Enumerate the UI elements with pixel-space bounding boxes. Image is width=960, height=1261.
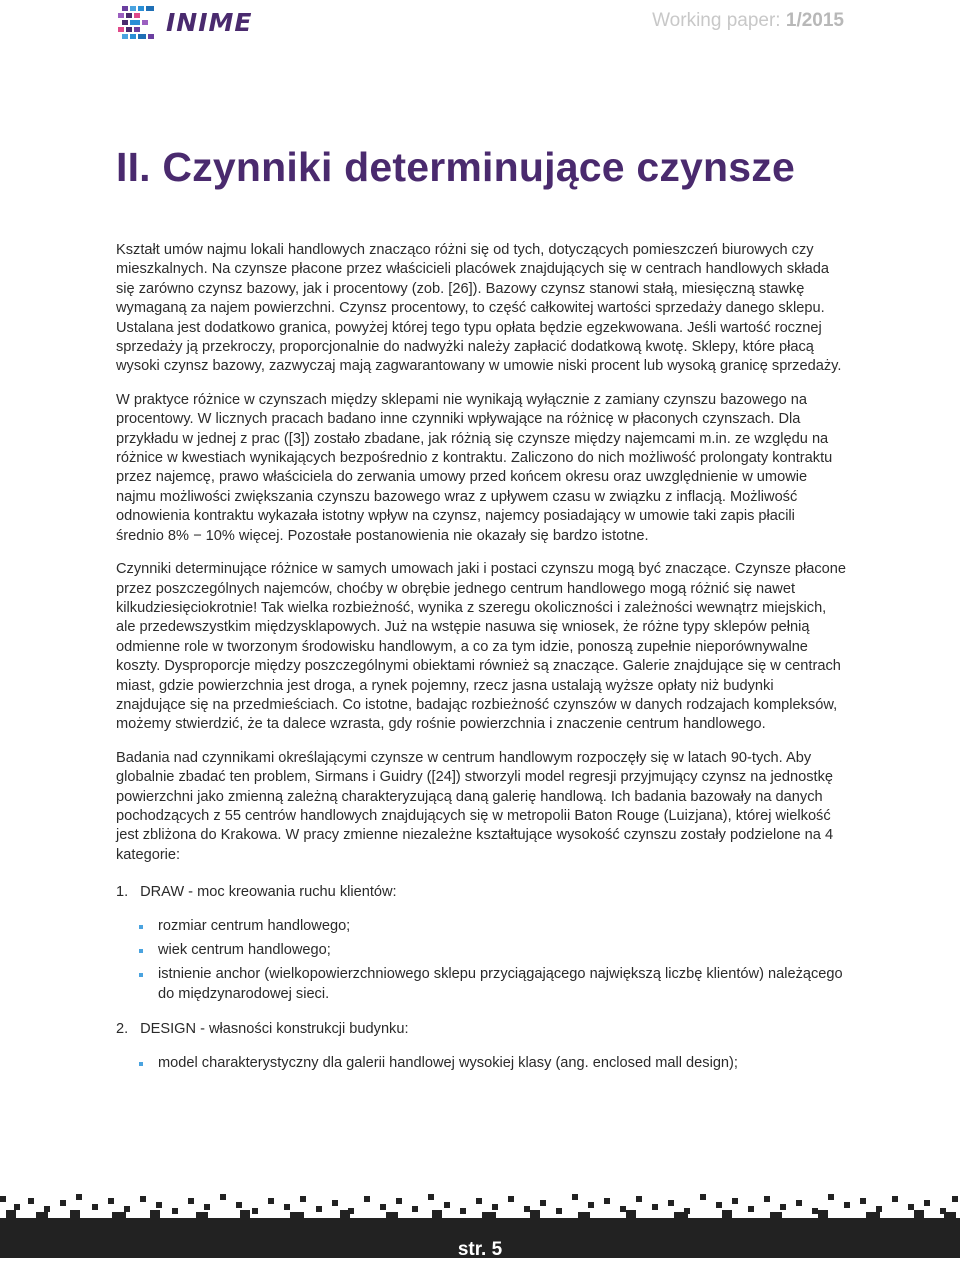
bullet-square-icon (139, 925, 143, 929)
list-item (116, 917, 846, 936)
inime-logo-mark-icon (116, 4, 160, 40)
inime-logo (116, 4, 252, 40)
category-bullets (116, 917, 846, 1005)
paragraph: W praktyce różnice w czynszach między sklepami nie wynikają wyłącznie z zamiany czynszu bazowego na procentowy. W licznych pracach badano inne czynniki wpływające na różnicę w płaconych czynszach. Dla przykładu w jednej z prac ([3]) zostało zbadane, jak różnią się czynsze między najemcami m.in. ze względu na różnice w kwestiach wynikających bezpośrednio z kontraktu. Zaliczono do nich możliwość prolongaty kontraktu przez najemcę, prawo właściciela do zerwania umowy przed końcem okresu oraz uwzględnienie w umowie najmu możliwości zwiększania czynszu bazowego wraz z upływem czasu w związku z inflacją. Możliwość odnowienia kontraktu wykazała istotny wpływ na czynsz, najemcy posiadający w umowie taki zapis płacili średnio 8% − 10% więcej. Pozostałe postanowienia nie okazały się bardzo istotne. (116, 391, 833, 544)
category-number: 2. (116, 1021, 129, 1038)
working-paper-number: 1/2015 (785, 10, 844, 31)
section-title: II. Czynniki determinujące czynsze (116, 144, 795, 190)
list-item-text: istnienie anchor (wielkopowierzchniowego sklepu przyciągającego największą liczbę klientów) należącego do międzynarodowej sieci. (158, 966, 843, 1002)
categories-list (116, 883, 846, 1073)
bullet-square-icon (139, 973, 143, 977)
category-bullets (116, 1054, 846, 1073)
paragraph: Czynniki determinujące różnice w samych umowach jaki i postaci czynszu mogą być znaczące. Czynsze płacone przez poszczególnych najemców, choćby w obrębie jednego centrum handlowego mogą różnić się nawet kilkudziesięciokrotnie! Tak wielka rozbieżność, wynika z szeregu okoliczności i zależności wewnątrz miejskich, ale przedewszystkim międzysklapowych. Już na wstępie nasuwa się wniosek, że różne typy sklepów pełnią odmienne role w tworzonym środowisku handlowym, a co za tym idzie, ponoszą zupełnie nieporównywalne koszty. Dysproporcje między poszczególnymi obiektami również są znaczące. Galerie znajdujące się w centrach miast, gdzie powierzchnia jest droga, a rynek pojemny, rzecz jasna ustalają wyższe opłaty niż budynki znajdujące się na przedmieściach. Co istotne, badając rozbieżność czynszów w danych rodzajach kompleksów, możemy stwierdzić, że ta dalece wzrasta, gdy rośnie powierzchnia i znaczenie centrum handlowego. (116, 561, 847, 733)
paragraph: Badania nad czynnikami określającymi czynsze w centrum handlowym rozpoczęły się w latach 90-tych. Aby globalnie zbadać ten problem, Sirmans i Guidry ([24]) stworzyli model regresji przyjmujący czynsz na jednostkę powierzchni jako zmienną zależną charakteryzującą daną galerię handlową. Ich badania bazowały na danych pochodzących z 55 centrów handlowych znajdujących się w metropolii Baton Rouge (Luizjana), której wielkość jest zbliżona do Krakowa. W pracy zmienne niezależne kształtujące wysokość czynszu zostały podzielone na 4 kategorie: (116, 749, 834, 863)
working-paper-prefix: Working paper: (652, 10, 781, 31)
category-number: 1. (116, 884, 129, 901)
list-item (116, 1054, 846, 1073)
category-title: DRAW - moc kreowania ruchu klientów: (140, 884, 397, 901)
working-paper-label (652, 10, 844, 32)
page-header (0, 0, 960, 44)
category-title: DESIGN - własności konstrukcji budynku: (140, 1021, 409, 1038)
paragraph: Kształt umów najmu lokali handlowych znacząco różni się od tych, dotyczących pomieszczeń biurowych czy mieszkalnych. Na czynsze płacone przez właścicieli placówek znajdujących się w centrach handlowych składa się zarówno czynsz bazowy, jak i procentowy (zob. [26]). Bazowy czynsz stanowi stałą, miesięczną stawkę wymaganą za najem powierzchni. Czynsz procentowy, to część całkowitej wartości sprzedaży danego sklepu. Ustalana jest dodatkowo granica, powyżej której tego typu opłata będzie egzekwowana. Jeśli wartość rocznej sprzedaży ją przekroczy, proporcjonalnie do nadwyżki należy zapłacić dodatkową kwotę. Sklepy, które płacą wysoki czynsz bazowy, zazwyczaj mają zagwarantowany w umowie niski procent lub wysoką granicę sprzedaży. (116, 242, 842, 375)
bullet-square-icon (139, 949, 143, 953)
logo-wordmark: INIME (166, 7, 253, 37)
category-item (116, 1020, 846, 1073)
bullet-square-icon (139, 1062, 143, 1066)
list-item-text: wiek centrum handlowego; (158, 942, 331, 958)
list-item-text: rozmiar centrum handlowego; (158, 917, 351, 934)
list-item-text: model charakterystyczny dla galerii handlowej wysokiej klasy (ang. enclosed mall design); (158, 1054, 738, 1071)
page-number: str. 5 (457, 1239, 503, 1260)
category-item (116, 883, 846, 1004)
list-item (116, 941, 846, 960)
main-content (116, 241, 846, 1089)
list-item (116, 965, 846, 1004)
